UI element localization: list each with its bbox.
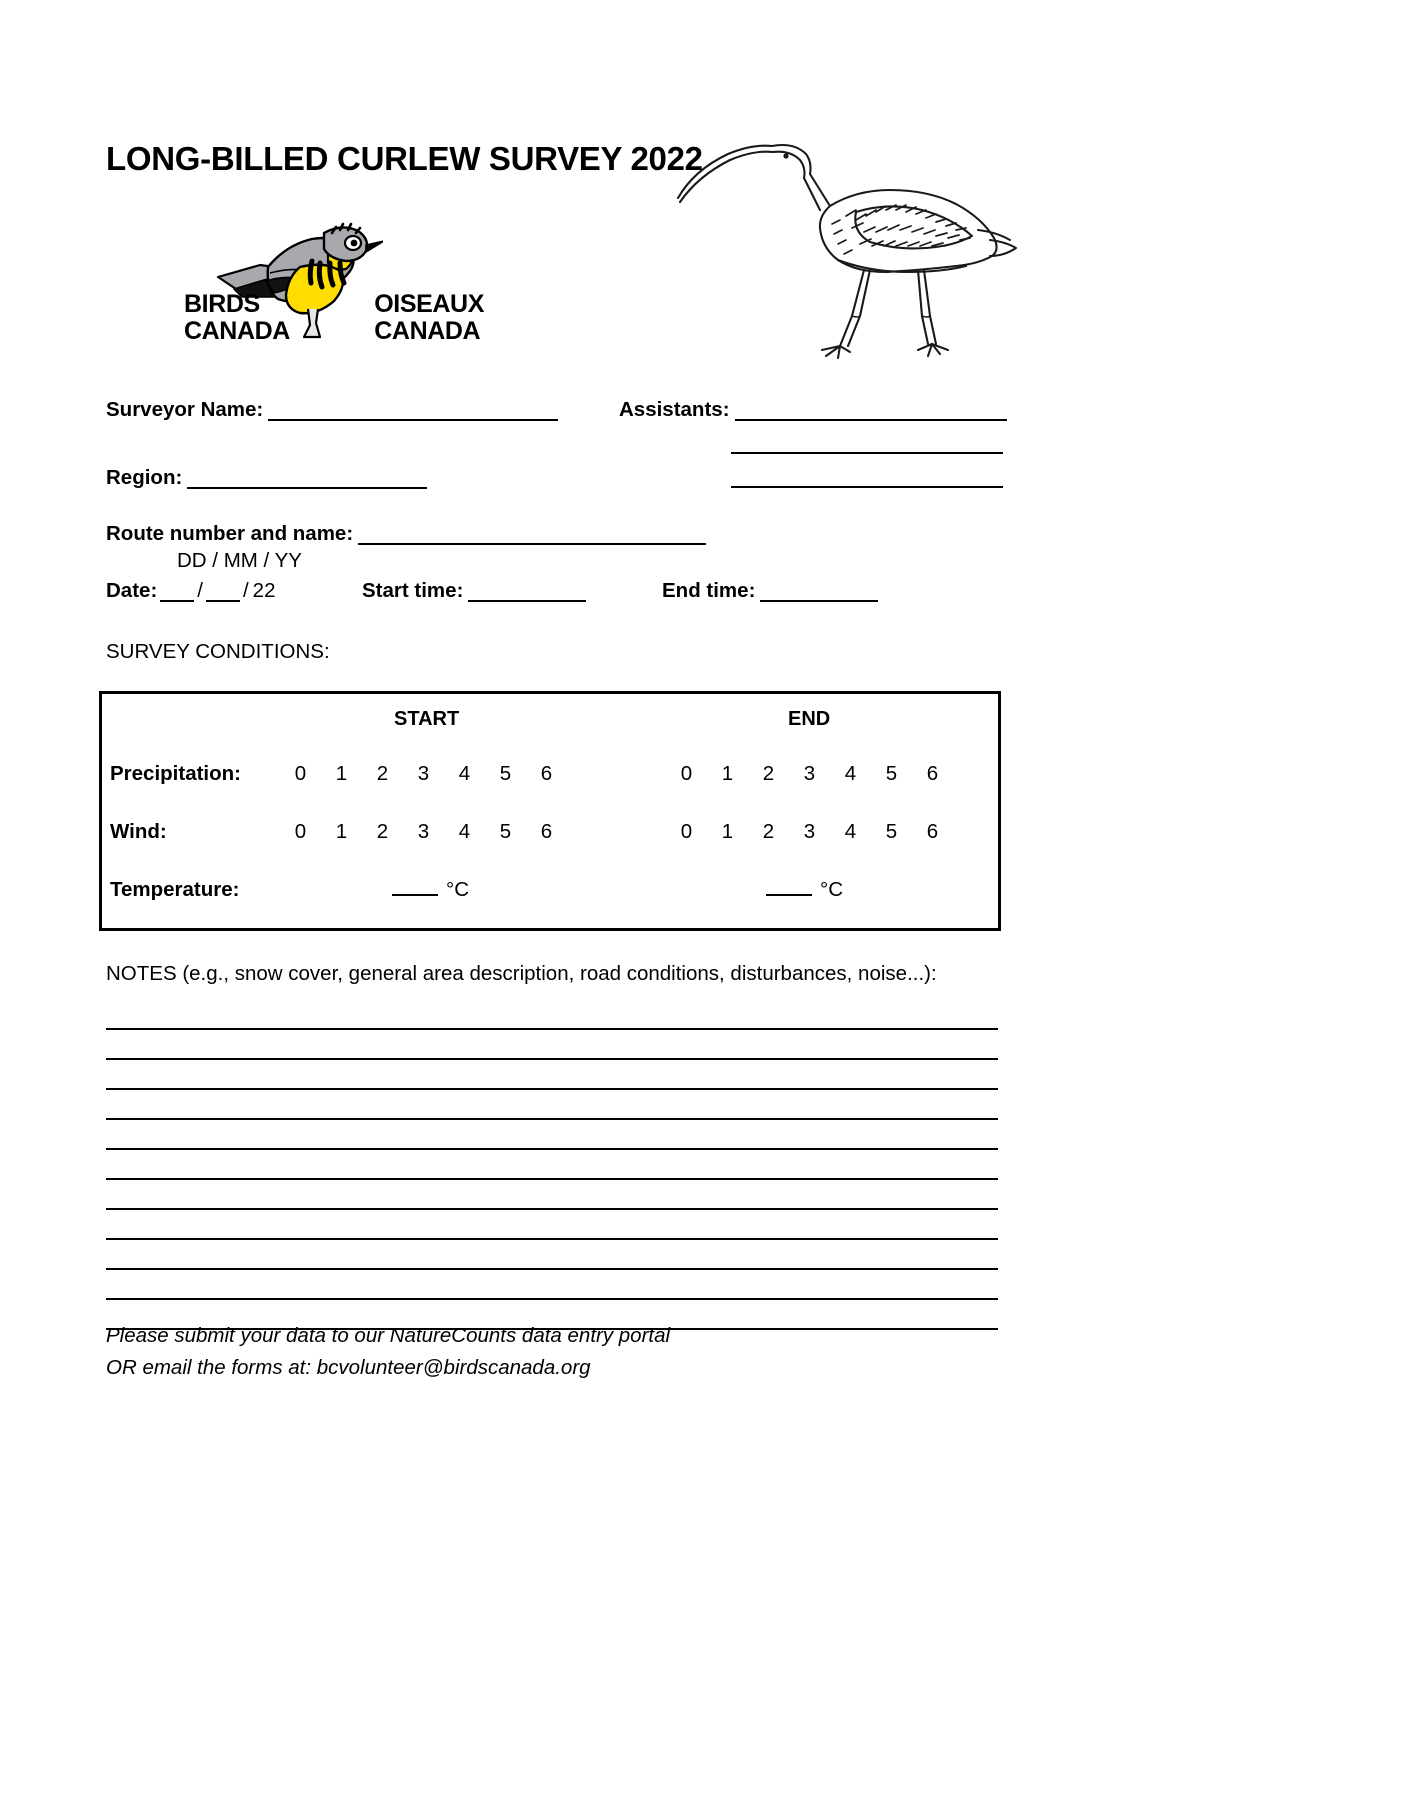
wind-start-2[interactable]: 2: [376, 820, 389, 843]
date-slash-1: /: [197, 579, 203, 602]
region-field[interactable]: [106, 468, 427, 489]
temperature-start-unit: °C: [446, 878, 470, 901]
route-field[interactable]: [106, 524, 706, 545]
end-time-input[interactable]: [760, 585, 878, 602]
precipitation-start-scale[interactable]: [280, 762, 567, 786]
table-row-precipitation: [102, 762, 998, 792]
notes-line[interactable]: [106, 1000, 998, 1030]
temperature-start-input[interactable]: [392, 880, 438, 896]
notes-line[interactable]: [106, 1240, 998, 1270]
wind-start-1[interactable]: 1: [335, 820, 348, 843]
route-label: Route number and name: [106, 522, 347, 545]
start-time-field[interactable]: [362, 581, 586, 602]
precip-start-5[interactable]: 5: [499, 762, 512, 785]
date-slash-2: /: [242, 579, 249, 602]
colon-3: :: [175, 466, 183, 489]
assistants-input-3[interactable]: [731, 486, 1003, 488]
logo-canada-fr-text: CANADA: [374, 317, 481, 345]
region-input[interactable]: [187, 472, 427, 489]
wind-end-scale[interactable]: [666, 820, 953, 844]
colon-5: :: [150, 579, 158, 602]
date-label: Date: [106, 579, 151, 602]
wind-end-1[interactable]: 1: [721, 820, 734, 843]
temperature-label: Temperature:: [110, 878, 240, 901]
date-day-input[interactable]: [160, 586, 194, 602]
wind-end-5[interactable]: 5: [885, 820, 898, 843]
date-month-input[interactable]: [206, 586, 240, 602]
notes-line[interactable]: [106, 1270, 998, 1300]
precip-end-4[interactable]: 4: [844, 762, 857, 785]
end-time-label: End time: [662, 579, 749, 602]
precip-end-5[interactable]: 5: [885, 762, 898, 785]
colon-7: :: [748, 579, 756, 602]
date-field[interactable]: [106, 581, 275, 602]
surveyor-name-input[interactable]: [268, 404, 558, 421]
colon-2: :: [722, 398, 730, 421]
precipitation-label: Precipitation:: [110, 762, 241, 785]
page-title: LONG-BILLED CURLEW SURVEY 2022: [106, 140, 703, 177]
precip-start-1[interactable]: 1: [335, 762, 348, 785]
surveyor-name-label: Surveyor Name: [106, 398, 257, 421]
wind-start-4[interactable]: 4: [458, 820, 471, 843]
date-format-hint-text: DD / MM / YY: [177, 549, 302, 572]
precip-start-4[interactable]: 4: [458, 762, 471, 785]
column-header-end: END: [788, 708, 831, 730]
logo-wordmark-en: [184, 291, 290, 345]
precip-start-6[interactable]: 6: [540, 762, 553, 785]
route-input[interactable]: [358, 528, 706, 545]
start-time-input[interactable]: [468, 585, 586, 602]
assistants-input-2[interactable]: [731, 452, 1003, 454]
wind-end-3[interactable]: 3: [803, 820, 816, 843]
precip-start-2[interactable]: 2: [376, 762, 389, 785]
precip-start-3[interactable]: 3: [417, 762, 430, 785]
notes-line[interactable]: [106, 1180, 998, 1210]
precip-end-3[interactable]: 3: [803, 762, 816, 785]
long-billed-curlew-illustration: [660, 120, 1020, 370]
colon-6: :: [456, 579, 464, 602]
start-time-label: Start time: [362, 579, 457, 602]
precip-end-1[interactable]: 1: [721, 762, 734, 785]
precipitation-end-scale[interactable]: [666, 762, 953, 786]
survey-conditions-label: SURVEY CONDITIONS:: [106, 640, 330, 663]
footer-line-2: OR email the forms at: bcvolunteer@birdscanada.org: [106, 1355, 591, 1379]
notes-line[interactable]: [106, 1060, 998, 1090]
logo-oiseaux-text: OISEAUX: [374, 290, 484, 318]
logo-canada-en-text: CANADA: [184, 317, 290, 345]
surveyor-name-field[interactable]: [106, 400, 558, 421]
assistants-label: Assistants: [619, 398, 723, 421]
temperature-start-field[interactable]: [392, 878, 469, 902]
survey-conditions-table: [99, 691, 1001, 931]
precip-end-6[interactable]: 6: [926, 762, 939, 785]
logo-wordmark-fr: [374, 291, 484, 345]
wind-end-6[interactable]: 6: [926, 820, 939, 843]
temperature-end-input[interactable]: [766, 880, 812, 896]
date-year-value: 22: [252, 579, 276, 602]
footer-instructions: [106, 1320, 670, 1384]
logo-birds-text: BIRDS: [184, 290, 260, 318]
table-row-temperature: [102, 878, 998, 908]
precip-end-2[interactable]: 2: [762, 762, 775, 785]
notes-line[interactable]: [106, 1150, 998, 1180]
wind-end-4[interactable]: 4: [844, 820, 857, 843]
wind-end-2[interactable]: 2: [762, 820, 775, 843]
wind-end-0[interactable]: 0: [680, 820, 693, 843]
notes-line[interactable]: [106, 1120, 998, 1150]
colon-4: :: [346, 522, 354, 545]
wind-start-0[interactable]: 0: [294, 820, 307, 843]
notes-line[interactable]: [106, 1030, 998, 1060]
notes-lines-container[interactable]: [106, 1000, 998, 1330]
precip-end-0[interactable]: 0: [680, 762, 693, 785]
precip-start-0[interactable]: 0: [294, 762, 307, 785]
notes-line[interactable]: [106, 1210, 998, 1240]
assistants-field[interactable]: [619, 400, 1007, 421]
wind-start-scale[interactable]: [280, 820, 567, 844]
end-time-field[interactable]: [662, 581, 878, 602]
temperature-end-field[interactable]: [766, 878, 843, 902]
wind-start-5[interactable]: 5: [499, 820, 512, 843]
column-header-start: START: [394, 708, 460, 730]
assistants-input-1[interactable]: [735, 404, 1007, 421]
wind-label: Wind:: [110, 820, 167, 843]
birds-canada-logo: [182, 205, 482, 350]
temperature-end-unit: °C: [820, 878, 844, 901]
region-label: Region: [106, 466, 176, 489]
wind-start-3[interactable]: 3: [417, 820, 430, 843]
table-row-wind: [102, 820, 998, 850]
notes-label: NOTES (e.g., snow cover, general area description, road conditions, disturbances, noise...):: [106, 962, 937, 985]
date-format-hint: [177, 551, 302, 572]
colon-1: :: [256, 398, 264, 421]
logo-wordmark: [184, 291, 484, 351]
notes-line[interactable]: [106, 1090, 998, 1120]
footer-line-1: Please submit your data to our NatureCounts data entry portal: [106, 1324, 671, 1347]
wind-start-6[interactable]: 6: [540, 820, 553, 843]
